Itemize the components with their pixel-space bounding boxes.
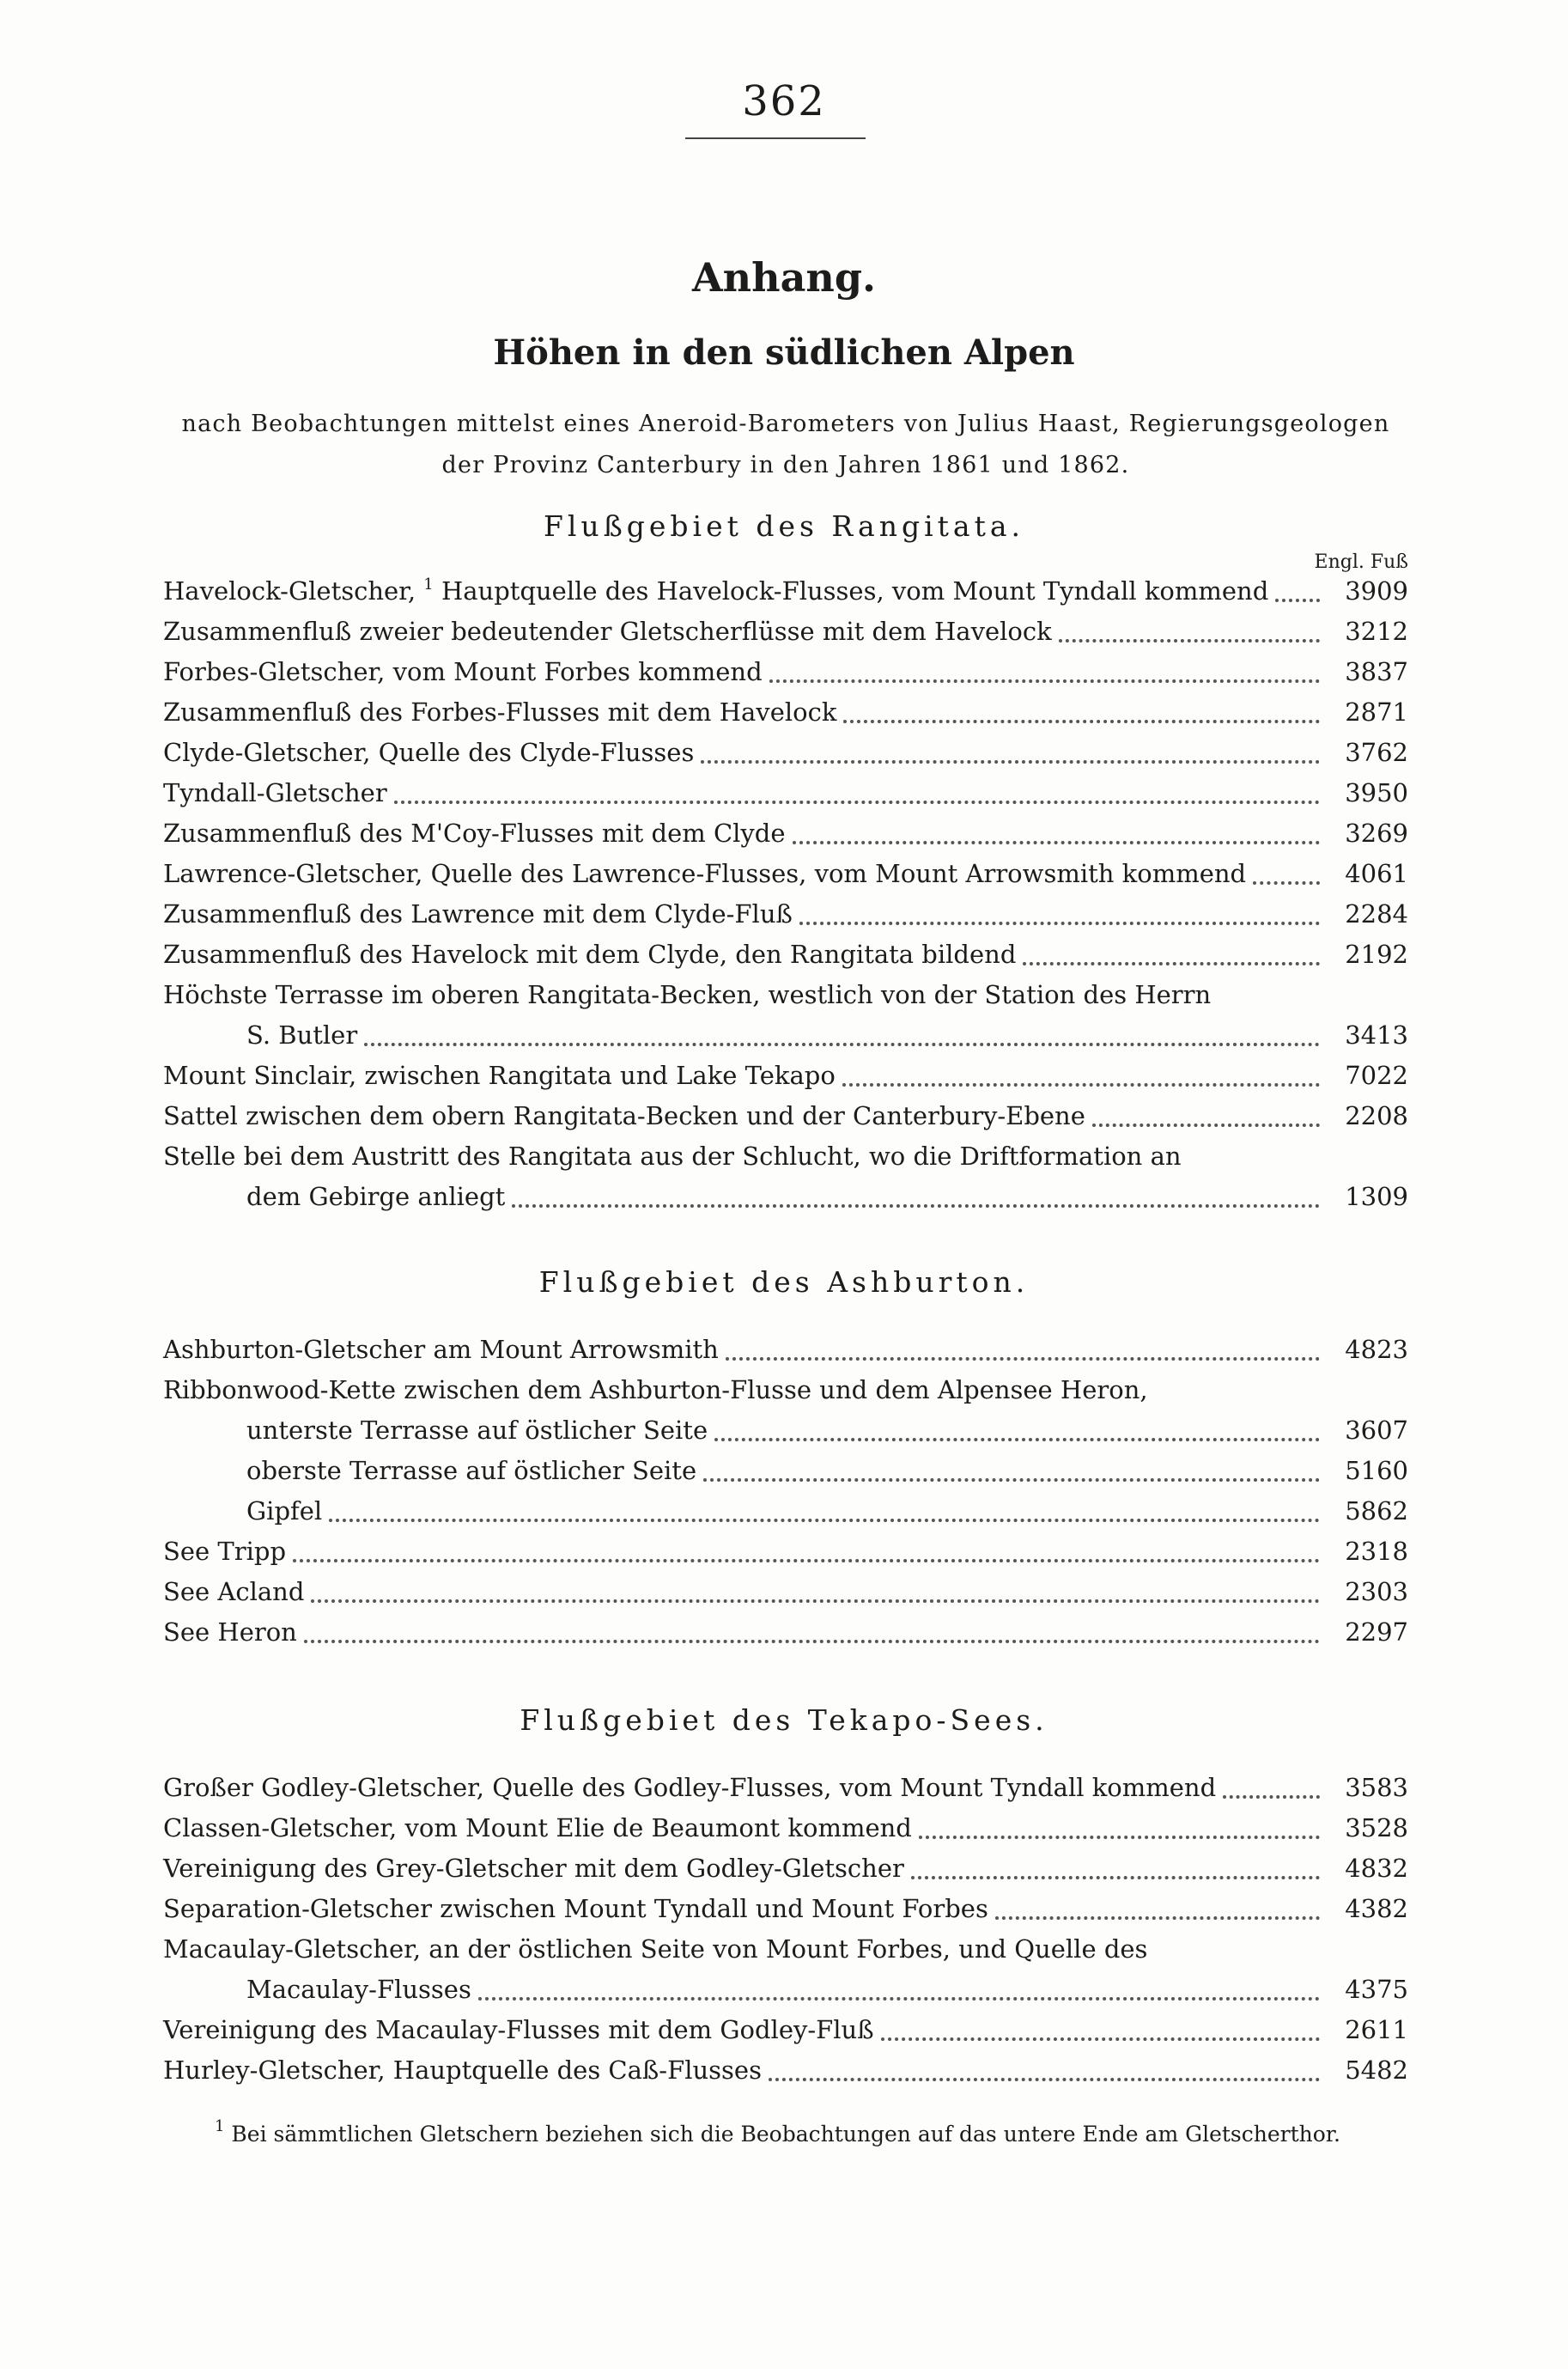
leader-dots (799, 904, 1320, 925)
entry-label: Tyndall-Gletscher (163, 778, 387, 807)
entry-label: Havelock-Gletscher, $^1$ Hauptquelle des Havelock-Flusses, vom Mount Tyndall kommend (163, 576, 1269, 606)
entry-label: Zusammenfluß des Lawrence mit dem Clyde-Fluß (163, 899, 793, 929)
section-heading-tekapo: Flußgebiet des Tekapo-Sees. (520, 1703, 1048, 1737)
entry-value: 5482 (1345, 2055, 1408, 2085)
leader-dots (1253, 864, 1320, 885)
leader-dots (364, 1026, 1320, 1046)
unit-label: Engl. Fuß (1314, 551, 1408, 573)
table-row (163, 813, 1408, 853)
table-row (246, 1451, 1408, 1490)
entry-value: 4382 (1345, 1894, 1408, 1923)
table-row (163, 1612, 1408, 1652)
section-heading-ashburton: Flußgebiet des Ashburton. (538, 1265, 1030, 1299)
leader-dots (1275, 582, 1320, 602)
table-row (163, 854, 1408, 893)
entry-value: 4832 (1345, 1854, 1408, 1883)
table-row (163, 1096, 1408, 1136)
table-row (163, 571, 1408, 611)
entry-label: Vereinigung des Macaulay-Flusses mit dem Godley-Fluß (163, 2015, 874, 2044)
table-row-first-line: Stelle bei dem Austritt des Rangitata aus der Schlucht, wo die Driftformation an (163, 1142, 1182, 1171)
entry-value: 2871 (1345, 697, 1408, 727)
leader-dots (1059, 622, 1320, 642)
table-row (163, 2050, 1408, 2090)
leader-dots (703, 1461, 1320, 1482)
table-row-first-line: Macaulay-Gletscher, an der östlichen Seite von Mount Forbes, und Quelle des (163, 1934, 1148, 1964)
table-row (163, 1768, 1408, 1807)
leader-dots (714, 1421, 1320, 1441)
entry-value: 3837 (1345, 657, 1408, 686)
leader-dots (769, 2061, 1320, 2081)
entry-label: Zusammenfluß des Forbes-Flusses mit dem Havelock (163, 697, 837, 727)
leader-dots (329, 1501, 1320, 1522)
leader-dots (478, 1980, 1320, 2001)
table-row (163, 652, 1408, 691)
entry-value: 2284 (1345, 899, 1408, 929)
main-heading: Höhen in den südlichen Alpen (493, 332, 1075, 373)
leader-dots (793, 824, 1320, 844)
entry-label: Hurley-Gletscher, Hauptquelle des Caß-Flusses (163, 2055, 762, 2085)
entry-label: unterste Terrasse auf östlicher Seite (246, 1416, 708, 1445)
leader-dots (919, 1818, 1320, 1839)
entry-label: Macaulay-Flusses (246, 1975, 471, 2004)
entry-label: Separation-Gletscher zwischen Mount Tyndall und Mount Forbes (163, 1894, 988, 1923)
entry-value: 7022 (1345, 1061, 1408, 1090)
entry-value: 2318 (1345, 1537, 1408, 1566)
table-row (163, 773, 1408, 813)
leader-dots (1092, 1106, 1320, 1127)
entry-value: 3212 (1345, 617, 1408, 646)
leader-dots (911, 1859, 1320, 1879)
entry-value: 1309 (1345, 1182, 1408, 1211)
footnote-text: Bei sämmtlichen Gletschern beziehen sich die Beobachtungen auf das untere Ende am Gletscherthor. (231, 2122, 1340, 2147)
entry-value: 2192 (1345, 940, 1408, 969)
entry-value: 3607 (1345, 1416, 1408, 1445)
leader-dots (843, 703, 1320, 723)
entry-label: See Heron (163, 1617, 297, 1647)
footnote-mark: 1 (215, 2117, 225, 2135)
table-row-first-line: Höchste Terrasse im oberen Rangitata-Becken, westlich von der Station des Herrn (163, 980, 1212, 1009)
page-number-rule (685, 137, 866, 139)
leader-dots (995, 1899, 1320, 1920)
entry-value: 3528 (1345, 1813, 1408, 1842)
table-row (163, 1532, 1408, 1571)
table-row (163, 1330, 1408, 1369)
table-row (163, 935, 1408, 974)
entry-label: Mount Sinclair, zwischen Rangitata und Lake Tekapo (163, 1061, 836, 1090)
leader-dots (311, 1582, 1320, 1603)
leader-dots (293, 1542, 1320, 1562)
table-row (163, 2010, 1408, 2049)
table-row (163, 894, 1408, 934)
table-row (246, 1491, 1408, 1531)
entry-label: dem Gebirge anliegt (246, 1182, 506, 1211)
leader-dots (1023, 945, 1320, 965)
entry-label: Sattel zwischen dem obern Rangitata-Becken und der Canterbury-Ebene (163, 1101, 1085, 1130)
intro-line-2: der Provinz Canterbury in den Jahren 1861 und 1862. (441, 452, 1130, 478)
leader-dots (512, 1187, 1320, 1208)
entry-label: S. Butler (246, 1020, 358, 1050)
table-row (163, 692, 1408, 732)
entry-value: 4061 (1345, 859, 1408, 888)
entry-value: 3762 (1345, 738, 1408, 767)
entry-label: Clyde-Gletscher, Quelle des Clyde-Flusses (163, 738, 695, 767)
leader-dots (726, 1340, 1320, 1361)
entry-value: 3583 (1345, 1773, 1408, 1802)
entry-value: 3909 (1345, 576, 1408, 606)
entry-label: Ashburton-Gletscher am Mount Arrowsmith (163, 1335, 719, 1364)
entry-label: Zusammenfluß des Havelock mit dem Clyde, den Rangitata bildend (163, 940, 1017, 969)
table-row (246, 1177, 1408, 1216)
entry-value: 3269 (1345, 819, 1408, 848)
entry-label: Forbes-Gletscher, vom Mount Forbes kommend (163, 657, 763, 686)
table-row (163, 1848, 1408, 1888)
entry-value: 3413 (1345, 1020, 1408, 1050)
leader-dots (701, 743, 1320, 764)
entry-label: Vereinigung des Grey-Gletscher mit dem Godley-Gletscher (163, 1854, 904, 1883)
entry-value: 5862 (1345, 1496, 1408, 1526)
leader-dots (1223, 1778, 1320, 1799)
leader-dots (394, 783, 1320, 804)
section-heading-rangitata: Flußgebiet des Rangitata. (543, 509, 1024, 543)
table-row (163, 1572, 1408, 1611)
entry-label: Großer Godley-Gletscher, Quelle des Godley-Flusses, vom Mount Tyndall kommend (163, 1773, 1217, 1802)
entry-label: Zusammenfluß zweier bedeutender Gletscherflüsse mit dem Havelock (163, 617, 1052, 646)
table-row (163, 612, 1408, 651)
entry-label: Zusammenfluß des M'Coy-Flusses mit dem Clyde (163, 819, 786, 848)
entry-value: 2303 (1345, 1577, 1408, 1606)
table-row (163, 1889, 1408, 1928)
leader-dots (769, 662, 1320, 683)
leader-dots (304, 1623, 1320, 1643)
appendix-title: Anhang. (691, 254, 876, 301)
table-row (163, 1056, 1408, 1095)
entry-label: Classen-Gletscher, vom Mount Elie de Beaumont kommend (163, 1813, 912, 1842)
footnote (215, 2117, 1417, 2152)
table-row (163, 1808, 1408, 1848)
entry-value: 2611 (1345, 2015, 1408, 2044)
entry-value: 2297 (1345, 1617, 1408, 1647)
table-row-first-line: Ribbonwood-Kette zwischen dem Ashburton-Flusse und dem Alpensee Heron, (163, 1375, 1148, 1404)
table-row (246, 1015, 1408, 1055)
intro-text (163, 404, 1408, 486)
entry-value: 3950 (1345, 778, 1408, 807)
entry-label: See Tripp (163, 1537, 287, 1566)
entry-label: oberste Terrasse auf östlicher Seite (246, 1456, 697, 1485)
table-row (163, 733, 1408, 772)
intro-line-1: nach Beobachtungen mittelst eines Aneroid-Barometers von Julius Haast, Regierungsgeologen (181, 411, 1390, 437)
entry-value: 5160 (1345, 1456, 1408, 1485)
entry-label: Lawrence-Gletscher, Quelle des Lawrence-Flusses, vom Mount Arrowsmith kommend (163, 859, 1247, 888)
entry-value: 4823 (1345, 1335, 1408, 1364)
leader-dots (881, 2020, 1320, 2041)
entry-label: Gipfel (246, 1496, 323, 1526)
entry-label: See Acland (163, 1577, 305, 1606)
entry-value: 4375 (1345, 1975, 1408, 2004)
footnote-reference: 1 (423, 576, 434, 594)
table-row (246, 1970, 1408, 2009)
table-row (246, 1410, 1408, 1450)
leader-dots (842, 1066, 1320, 1087)
entry-value: 2208 (1345, 1101, 1408, 1130)
page-number: 362 (742, 77, 826, 125)
